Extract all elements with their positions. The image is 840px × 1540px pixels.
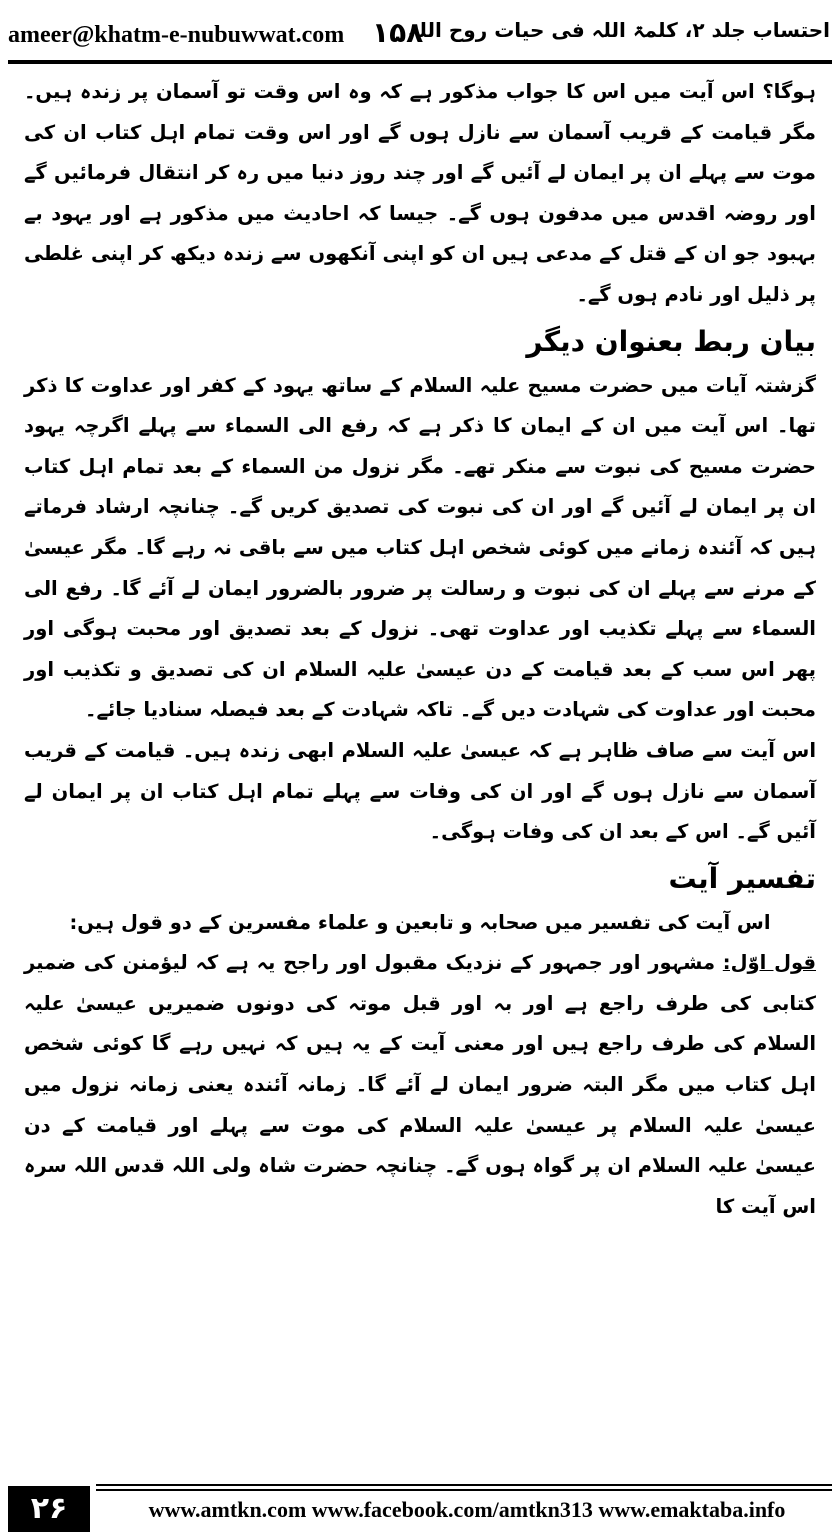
header-book-title: احتساب جلد ۲، کلمۃ اللہ فی حیات روح اللہ <box>407 18 830 42</box>
footer-urls: www.amtkn.com www.facebook.com/amtkn313 www.emaktaba.info <box>148 1497 786 1522</box>
page-body <box>24 72 816 1227</box>
section-heading-rabt: بیان ربط بعنوان دیگر <box>526 324 816 358</box>
paragraph-tafsir-intro: اس آیت کی تفسیر میں صحابہ و تابعین و علماء مفسرین کے دو قول ہیں: <box>69 910 771 934</box>
paragraph-rabt: گزشتہ آیات میں حضرت مسیح علیہ السلام کے ساتھ یہود کے کفر اور عداوت کا ذکر تھا۔ اس آیت میں ان کے ایمان کا ذکر ہے کہ رفع الی السماء سے پہلے اگرچہ یہود حضرت مسیح کی نبوت سے منکر تھے۔ مگر نزول من السماء کے بعد تمام اہل کتاب ان پر ایمان لے آئیں گے اور ان کی نبوت کی تصدیق کریں گے۔ چنانچہ ارشاد فرماتے ہیں کہ آئندہ زمانے میں کوئی شخص اہل کتاب میں سے باقی نہ رہے گا۔ مگر عیسیٰ کے مرنے سے پہلے ان کی نبوت و رسالت پر ضرور بالضرور ایمان لے آئے گا۔ رفع الی السماء سے پہلے تکذیب اور عداوت تھی۔ نزول کے بعد تصدیق اور محبت ہوگی اور پھر اس سب کے بعد قیامت کے دن عیسیٰ علیہ السلام ان کی تصدیق و تکذیب اور محبت اور عداوت کی شہادت دیں گے۔ تاکہ شہادت کے بعد فیصلہ سنادیا جائے۔ <box>24 373 816 722</box>
header-rule <box>8 60 832 64</box>
header-email: ameer@khatm-e-nubuwwat.com <box>8 22 345 48</box>
footer-rule-top <box>96 1484 832 1486</box>
paragraph-conclusion: اس آیت سے صاف ظاہر ہے کہ عیسیٰ علیہ السلام ابھی زندہ ہیں۔ قیامت کے قریب آسمان سے نازل ہوں گے اور ان کی وفات سے پہلے تمام اہل کتاب ان پر ایمان لے آئیں گے۔ اس کے بعد ان کی وفات ہوگی۔ <box>24 738 816 844</box>
page-header <box>0 0 840 60</box>
qaul-awwal-text: مشہور اور جمہور کے نزدیک مقبول اور راجح یہ ہے کہ لیؤمنن کی ضمیر کتابی کی طرف راجع ہے اور بہ اور قبل موتہ کی دونوں ضمیریں عیسیٰ علیہ السلام کی طرف راجع ہیں اور معنی آیت کے یہ ہیں کہ نہیں رہے گا کوئی شخص اہل کتاب میں مگر البتہ ضرور ایمان لے آئے گا۔ زمانہ آئندہ یعنی زمانہ نزول میں عیسیٰ علیہ السلام پر عیسیٰ علیہ السلام کی موت سے پہلے اور قیامت کے دن عیسیٰ علیہ السلام ان پر گواہ ہوں گے۔ چنانچہ حضرت شاہ ولی اللہ قدس اللہ سرہ اس آیت کا <box>24 951 816 1218</box>
footer-rule-second <box>96 1489 832 1491</box>
header-page-number: ۱۵۸ <box>372 16 424 49</box>
section-heading-tafsir: تفسیر آیت <box>668 861 816 895</box>
paragraph-intro: ہوگا؟ اس آیت میں اس کا جواب مذکور ہے کہ وہ اس وقت تو آسمان پر زندہ ہیں۔ مگر قیامت کے قریب آسمان سے نازل ہوں گے اور اس وقت تمام اہل کتاب ان کی موت سے پہلے ان پر ایمان لے آئیں گے اور چند روز دنیا میں رہ کر انتقال فرمائیں گے اور روضہ اقدس میں مدفون ہوں گے۔ جیسا کہ احادیث میں مذکور ہے اور یہود بے بہبود جو ان کے قتل کے مدعی ہیں ان کو اپنی آنکھوں سے زندہ دیکھ کر اپنی غلطی پر ذلیل اور نادم ہوں گے۔ <box>24 80 816 306</box>
qaul-awwal-label: قول اوّل: <box>722 951 816 975</box>
footer-page-number: ۲۶ <box>8 1486 90 1532</box>
paragraph-qaul-awwal <box>24 943 816 1227</box>
